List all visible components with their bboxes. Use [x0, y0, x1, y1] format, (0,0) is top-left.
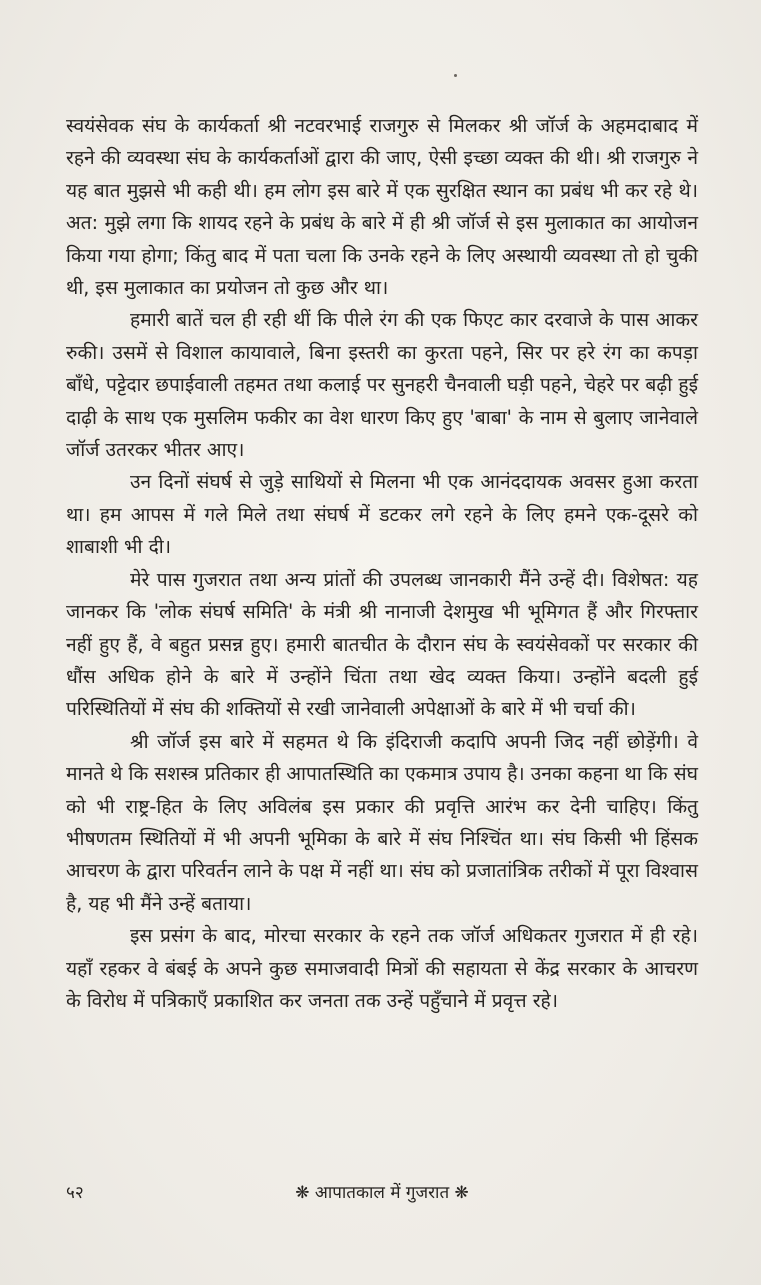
body-text — [66, 110, 698, 1017]
paragraph-5: श्री जॉर्ज इस बारे में सहमत थे कि इंदिराजी कदापि अपनी जिद नहीं छोड़ेंगी। वे मानते थे कि सशस्त्र प्रतिकार ही आपातस्थिति का एकमात्र उपाय है। उनका कहना था कि संघ को भी राष्ट्र-हित के लिए अविलंब इस प्रकार की प्रवृत्ति आरंभ कर देनी चाहिए। किंतु भीषणतम स्थितियों में भी अपनी भूमिका के बारे में संघ निश्चिंत था। संघ किसी भी हिंसक आचरण के द्वारा परिवर्तन लाने के पक्ष में नहीं था। संघ को प्रजातांत्रिक तरीकों में पूरा विश्वास है, यह भी मैंने उन्हें बताया। — [66, 729, 698, 915]
paragraph-6: इस प्रसंग के बाद, मोरचा सरकार के रहने तक जॉर्ज अधिकतर गुजरात में ही रहे। यहाँ रहकर वे बंबई के अपने कुछ समाजवादी मित्रों की सहायता से केंद्र सरकार के आचरण के विरोध में पत्रिकाएँ प्रकाशित कर जनता तक उन्हें पहुँचाने में प्रवृत्त रहे। — [66, 924, 698, 1012]
running-title: ❋ आपातकाल में गुजरात ❋ — [295, 1183, 469, 1203]
paragraph-4: मेरे पास गुजरात तथा अन्य प्रांतों की उपलब्ध जानकारी मैंने उन्हें दी। विशेषत: यह जानकर कि 'लोक संघर्ष समिति' के मंत्री श्री नानाजी देशमुख भी भूमिगत हैं और गिरफ्तार नहीं हुए हैं, वे बहुत प्रसन्न हुए। हमारी बातचीत के दौरान संघ के स्वयंसेवकों पर सरकार की धौंस अधिक होने के बारे में उन्होंने चिंता तथा खेद व्यक्त किया। उन्होंने बदली हुई परिस्थितियों में संघ की शक्तियों से रखी जानेवाली अपेक्षाओं के बारे में भी चर्चा की। — [66, 567, 698, 721]
page-footer — [66, 1180, 698, 1210]
print-speck — [454, 74, 457, 77]
paragraph-1: स्वयंसेवक संघ के कार्यकर्ता श्री नटवरभाई राजगुरु से मिलकर श्री जॉर्ज के अहमदाबाद में रहने की व्यवस्था संघ के कार्यकर्ताओं द्वारा की जाए, ऐसी इच्छा व्यक्त की थी। श्री राजगुरु ने यह बात मुझसे भी कही थी। हम लोग इस बारे में एक सुरक्षित स्थान का प्रबंध भी कर रहे थे। अत: मुझे लगा कि शायद रहने के प्रबंध के बारे में ही श्री जॉर्ज से इस मुलाकात का आयोजन किया गया होगा; किंतु बाद में पता चला कि उनके रहने के लिए अस्थायी व्यवस्था तो हो चुकी थी, इस मुलाकात का प्रयोजन तो कुछ और था। — [66, 114, 698, 300]
paragraph-2: हमारी बातें चल ही रही थीं कि पीले रंग की एक फिएट कार दरवाजे के पास आकर रुकी। उसमें से विशाल कायावाले, बिना इस्तरी का कुरता पहने, सिर पर हरे रंग का कपड़ा बाँधे, पट्टेदार छपाईवाली तहमत तथा कलाई पर सुनहरी चैनवाली घड़ी पहने, चेहरे पर बढ़ी हुई दाढ़ी के साथ एक मुसलिम फकीर का वेश धारण किए हुए 'बाबा' के नाम से बुलाए जानेवाले जॉर्ज उतरकर भीतर आए। — [66, 308, 698, 462]
page-number: ५२ — [66, 1183, 84, 1203]
paragraph-3: उन दिनों संघर्ष से जुड़े साथियों से मिलना भी एक आनंददायक अवसर हुआ करता था। हम आपस में गले मिले तथा संघर्ष में डटकर लगे रहने के लिए हमने एक-दूसरे को शाबाशी भी दी। — [66, 470, 698, 559]
